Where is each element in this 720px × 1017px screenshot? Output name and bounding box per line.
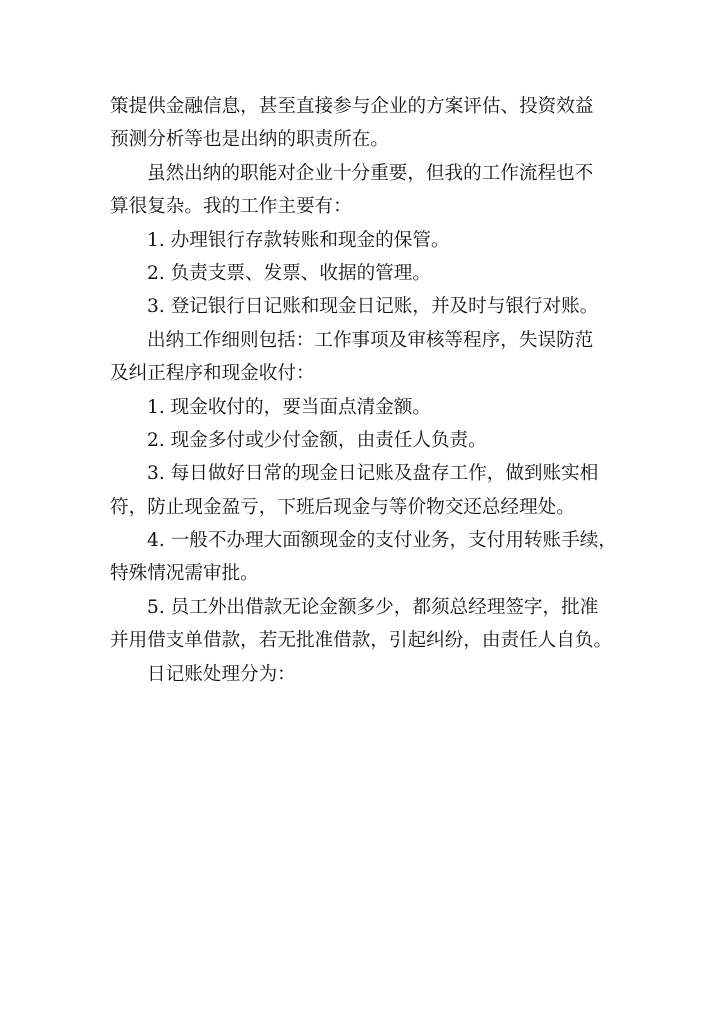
text-line: 并用借支单借款，若无批准借款，引起纠纷，由责任人自负。 (110, 630, 613, 652)
text-line: 1. 现金收付的，要当面点清金额。 (147, 396, 431, 418)
text-line: 3. 每日做好日常的现金日记账及盘存工作，做到账实相 (147, 463, 599, 485)
text-line: 虽然出纳的职能对企业十分重要，但我的工作流程也不 (147, 162, 594, 184)
text-line: 算很复杂。我的工作主要有： (110, 196, 352, 218)
text-line: 1. 办理银行存款转账和现金的保管。 (147, 229, 450, 251)
text-line: 特殊情况需审批。 (110, 563, 259, 585)
text-line: 4. 一般不办理大面额现金的支付业务，支付用转账手续， (147, 530, 617, 552)
text-line: 5. 员工外出借款无论金额多少，都须总经理签字，批准 (147, 596, 599, 618)
text-line: 日记账处理分为： (147, 663, 296, 685)
text-line: 预测分析等也是出纳的职责所在。 (110, 129, 389, 151)
text-line: 2. 现金多付或少付金额，由责任人负责。 (147, 429, 487, 451)
text-line: 3. 登记银行日记账和现金日记账，并及时与银行对账。 (147, 296, 599, 318)
document-body (110, 90, 630, 691)
text-line: 2. 负责支票、发票、收据的管理。 (147, 262, 431, 284)
text-line: 出纳工作细则包括：工作事项及审核等程序，失误防范 (147, 329, 594, 351)
text-line: 策提供金融信息，甚至直接参与企业的方案评估、投资效益 (110, 96, 594, 117)
text-line: 及纠正程序和现金收付： (110, 363, 315, 385)
text-line: 符，防止现金盈亏，下班后现金与等价物交还总经理处。 (110, 496, 575, 518)
